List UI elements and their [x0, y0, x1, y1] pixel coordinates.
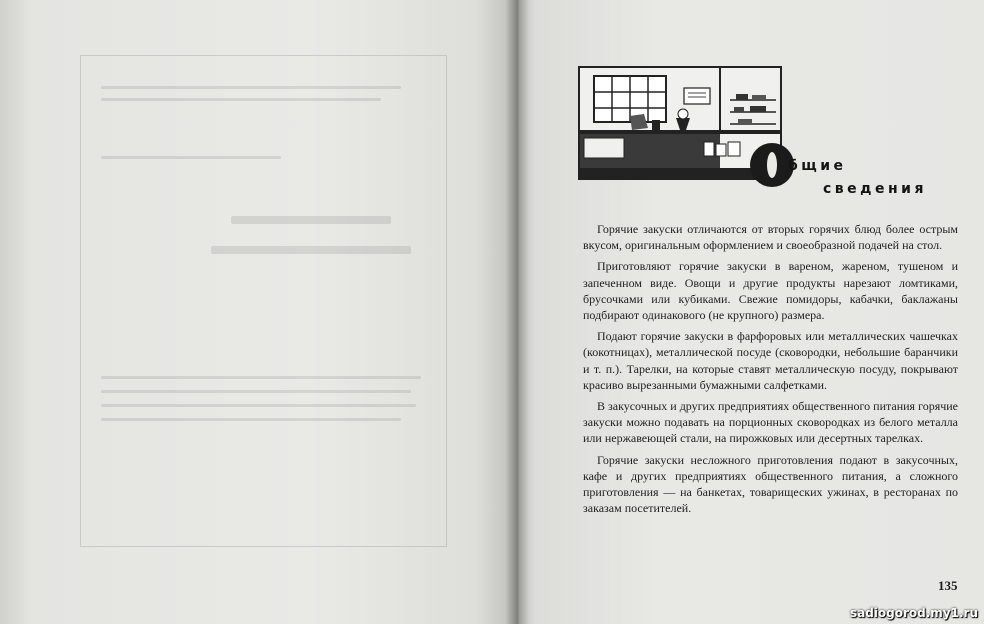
- paragraph: Приготовляют горячие закуски в вареном, жареном, тушеном и запеченном виде. Овощи и другие продукты нарезают ломтиками, брусочками или кубиками. Свежие помидоры, кабачки, баклажаны подбирают одинакового (не крупного) размера.: [583, 259, 958, 323]
- paragraph: Горячие закуски отличаются от вторых горячих блюд более острым вкусом, оригинальным оформлением и своеобразной подачей на стол.: [583, 222, 958, 253]
- bleed-through-frame: [80, 55, 447, 547]
- heading-line-2: сведения: [823, 181, 927, 197]
- book-gutter: [505, 0, 529, 624]
- body-text: [583, 221, 958, 521]
- watermark: sadiogorod.my1.ru: [849, 606, 978, 620]
- page-number: 135: [938, 578, 958, 593]
- heading-line-1: бщие: [788, 158, 847, 174]
- paragraph: В закусочных и других предприятиях общественного питания горячие закуски можно подавать на порционных сковородках из белого металла или нержавеющей стали, на пирожковых или десертных тарелках.: [583, 399, 959, 446]
- paragraph: Горячие закуски несложного приготовления подают в закусочных, кафе и других предприятиях общественного питания, а сложного приготовления — на банкетах, товарищеских ужинах, в ресторанах по заказам посетителей.: [583, 452, 958, 516]
- paragraph: Подают горячие закуски в фарфоровых или металлических чашечках (кокотницах), металлической посуде (сковородки, небольшие баранчики и т. п.). Тарелки, на которые ставят металлическую посуду, покрывают красиво вырезанными бумажными салфетками.: [583, 329, 958, 392]
